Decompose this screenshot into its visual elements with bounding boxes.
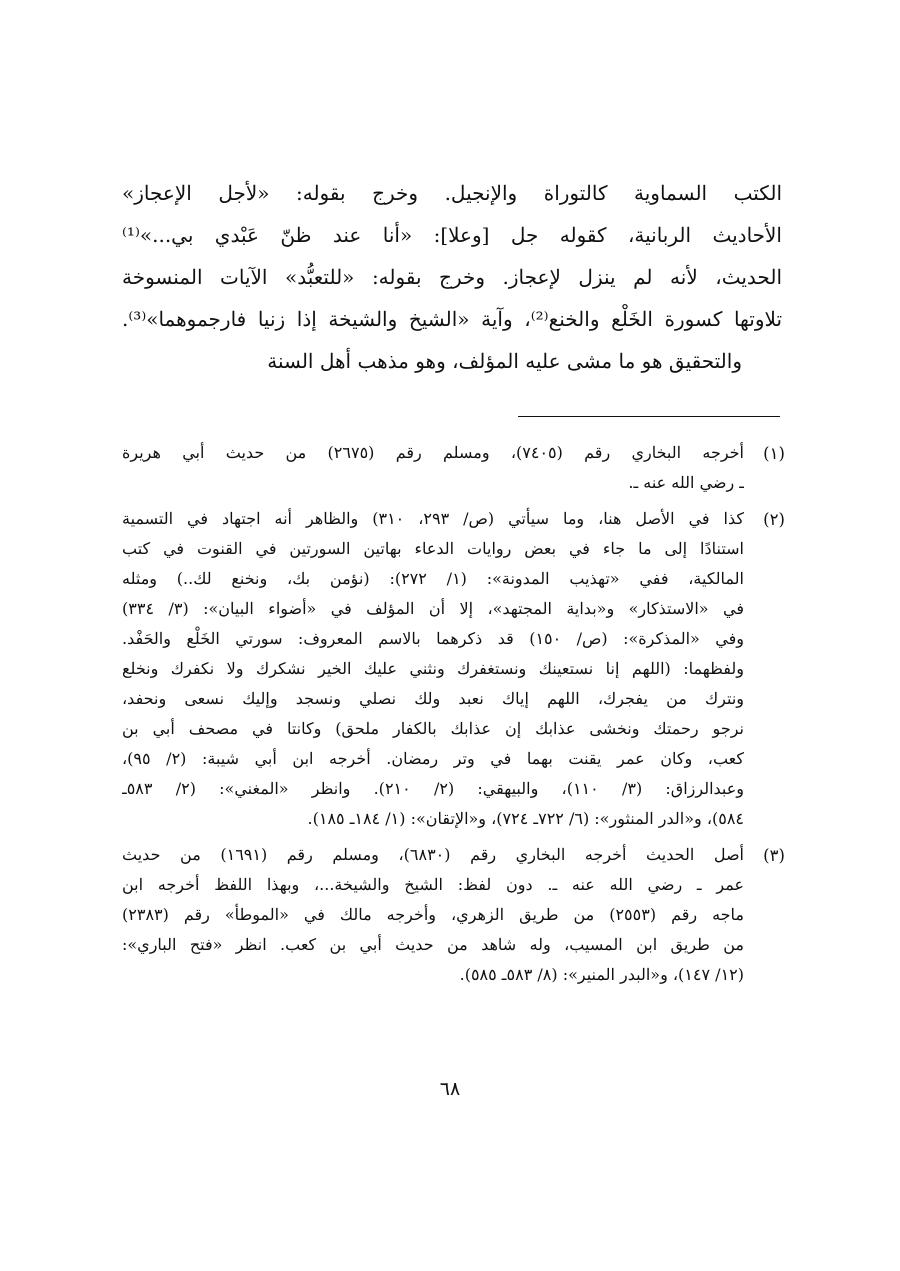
footnote-line: استنادًا إلى ما جاء في بعض روايات الدعاء بهاتين السورتين في القنوت في كتب [122,539,744,558]
footnote-number: (٢) [763,510,785,529]
footnote-line: أصل الحديث أخرجه البخاري رقم (٦٨٣٠)، ومسلم رقم (١٦٩١) من حديث [122,845,744,864]
footnote-line: أخرجه البخاري رقم (٧٤٠٥)، ومسلم رقم (٢٦٧٥) من حديث أبي هريرة [122,443,744,462]
footnote-line: نرجو رحمتك ونخشى عذابك إن عذابك بالكفار ملحق) وكانتا في مصحف أبي بن [122,719,744,738]
footnote-line: ولفظهما: (اللهم إنا نستعينك ونستغفرك ونثني عليك الخير نشكرك ولا نكفرك ونخلع [122,659,744,678]
footnote-line: ـ رضي الله عنه ـ. [628,473,744,492]
footnote-line: المالكية، ففي «تهذيب المدونة»: (١/ ٢٧٢): (نؤمن بك، ونخنع لك..) ومثله [122,569,744,588]
main-text-line: الكتب السماوية كالتوراة والإنجيل. وخرج بقوله: «لأجل الإعجاز» [122,181,782,205]
footnote-line: من طريق ابن المسيب، وله شاهد من حديث أبي بن كعب. انظر «فتح الباري»: [122,935,744,954]
footnote-2 [122,504,792,834]
main-text-line: تلاوتها كسورة الخَلْع والخنع⁽²⁾، وآية «الشيخ والشيخة إذا زنيا فارجموهما»⁽³⁾. [122,307,782,331]
footnote-line: كعب، وكان عمر يقنت بهما في وتر رمضان. أخرجه ابن أبي شيبة: (٢/ ٩٥)، [122,749,744,768]
main-text-line: الأحاديث الربانية، كقوله جل [وعلا]: «أنا عند ظنّ عَبْدي بي...»⁽¹⁾ [122,223,782,247]
footnote-body [122,840,744,990]
main-text-line: الحديث، لأنه لم ينزل لإعجاز. وخرج بقوله: «للتعبُّد» الآيات المنسوخة [122,265,782,289]
footnotes-block [122,438,792,996]
footnote-number: (١) [763,444,785,463]
footnote-body [122,438,744,498]
footnote-divider [518,416,780,417]
footnote-line: في «الاستذكار» و«بداية المجتهد»، إلا أن المؤلف في «أضواء البيان»: (٣/ ٣٣٤) [122,599,744,618]
footnote-line: عمر ـ رضي الله عنه ـ. دون لفظ: الشيخ والشيخة...، وبهذا اللفظ أخرجه ابن [122,875,744,894]
footnote-body [122,504,744,834]
footnote-line: (١٢/ ١٤٧)، و«البدر المنير»: (٨/ ٥٨٣ـ ٥٨٥). [459,965,744,984]
footnote-line: كذا في الأصل هنا، وما سيأتي (ص/ ٢٩٣، ٣١٠) والظاهر أنه اجتهاد في التسمية [122,509,744,528]
footnote-line: ونترك من يفجرك، اللهم إياك نعبد ولك نصلي ونسجد وإليك نسعى ونحفد، [122,689,744,708]
footnote-1 [122,438,792,498]
main-text-block [122,172,782,382]
footnote-line: ماجه رقم (٢٥٥٣) من طريق الزهري، وأخرجه مالك في «الموطأ» رقم (٢٣٨٣) [122,905,744,924]
footnote-3 [122,840,792,990]
page-number: ٦٨ [439,1078,461,1100]
main-text-line: والتحقيق هو ما مشى عليه المؤلف، وهو مذهب أهل السنة [267,349,742,373]
footnote-line: وفي «المذكرة»: (ص/ ١٥٠) قد ذكرهما بالاسم المعروف: سورتي الخَلْع والحَفْد. [122,629,744,648]
footnote-line: وعبدالرزاق: (٣/ ١١٠)، والبيهقي: (٢/ ٢١٠). وانظر «المغني»: (٢/ ٥٨٣ـ [122,779,744,798]
footnote-line: ٥٨٤)، و«الدر المنثور»: (٦/ ٧٢٢ـ ٧٢٤)، و«الإتقان»: (١/ ١٨٤ـ ١٨٥). [307,809,744,828]
footnote-number: (٣) [763,846,785,865]
